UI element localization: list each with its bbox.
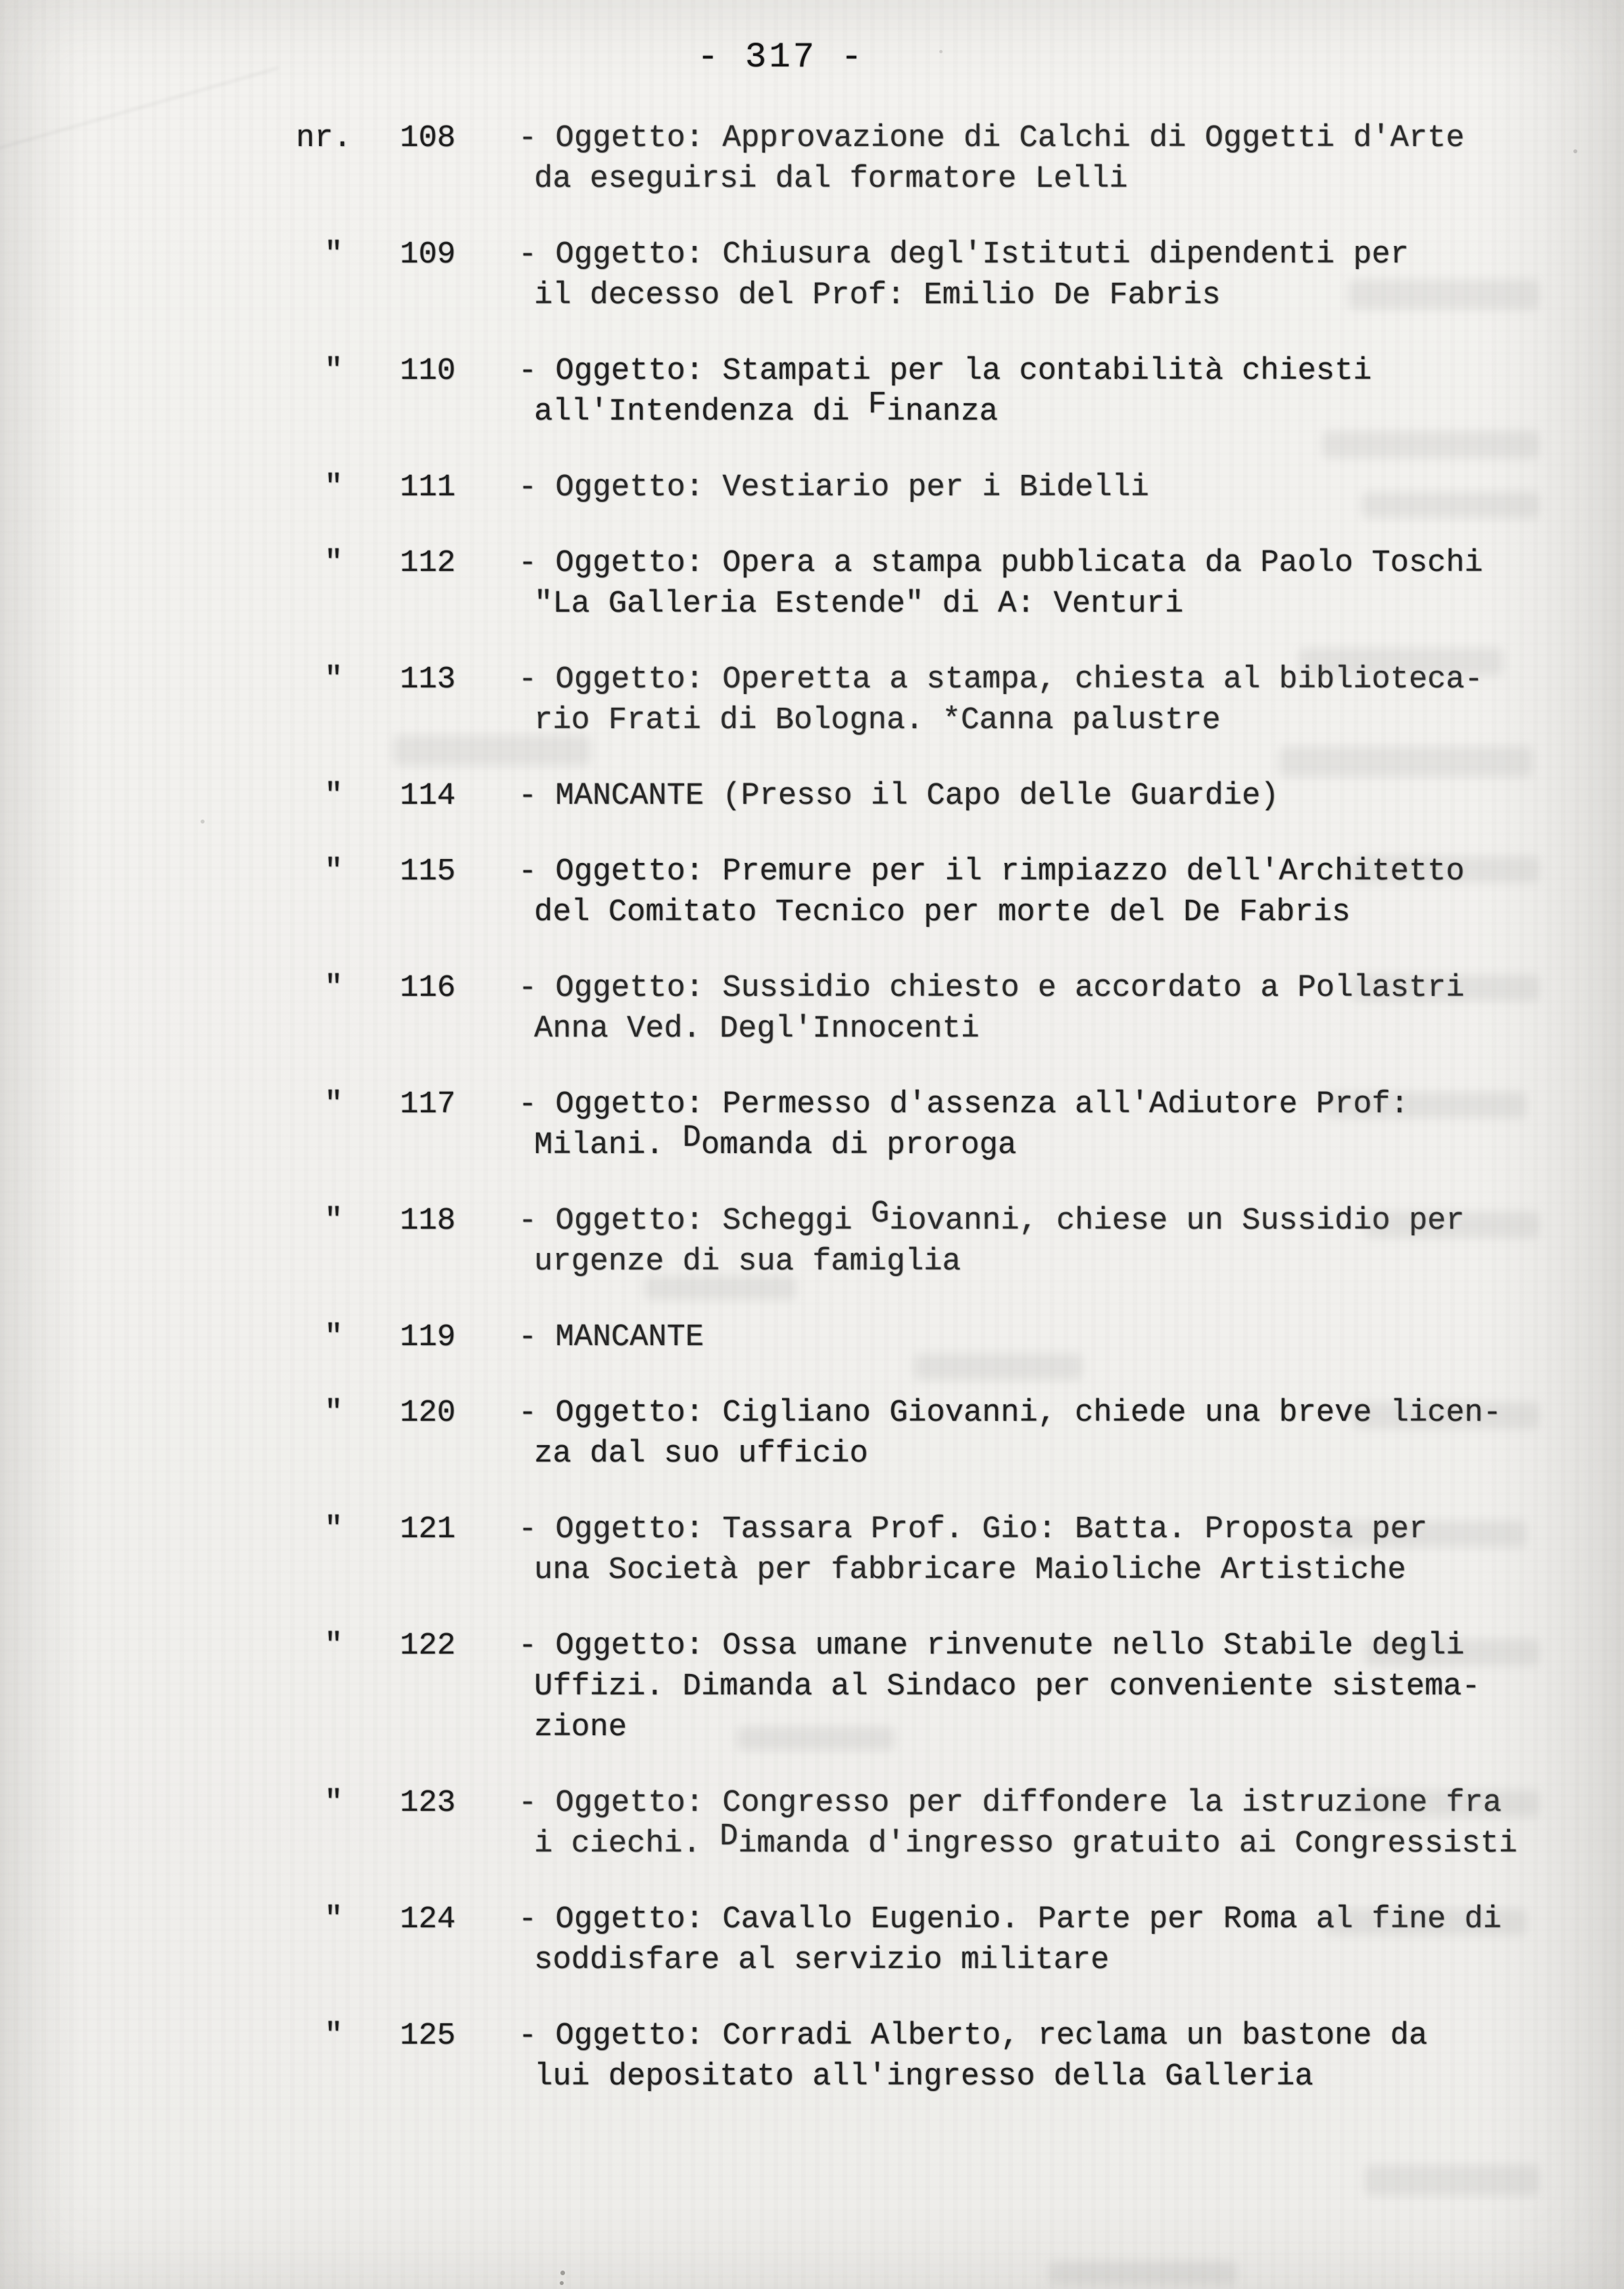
entry-line [518,1629,1464,1663]
text-segment: - Oggetto: Cavallo Eugenio. Parte per Roma al fine di [518,1902,1502,1937]
text-segment: - MANCANTE (Presso il Capo delle Guardie) [518,779,1279,814]
entry-number: 117 [400,1087,456,1122]
entry-line [534,2060,1314,2094]
scan-smudge [393,735,591,766]
entry-line [534,162,1128,197]
scan-smudge [645,1276,796,1300]
text-segment: - Oggetto: Vestiario per i Bidelli [518,470,1149,505]
entry-line [534,1670,1480,1704]
scan-smudge [1348,280,1539,310]
text-segment: - MANCANTE [518,1320,704,1355]
entry-line [534,279,1221,313]
text-segment: - Oggetto: Stampati per la contabilità chiesti [518,354,1372,389]
entry-line [518,238,1409,272]
text-segment: - Oggetto: Congresso per diffondere la istruzione fra [518,1786,1502,1821]
entry-line [518,2019,1427,2054]
scan-smudge [1049,2261,1237,2285]
text-segment: omanda di proroga [701,1128,1017,1163]
text-segment: Milani. [534,1128,683,1163]
entry-number: 115 [400,854,456,889]
ink-speck [201,820,205,824]
text-segment: - Oggetto: Ossa umane rinvenute nello Stabile degli [518,1629,1465,1663]
entry-ditto-mark: " [324,546,343,581]
entry-line [518,471,1149,505]
text-segment: lui depositato all'ingresso della Galleria [534,2059,1314,2094]
entry-number: 110 [400,354,456,389]
entry-number: 124 [400,1902,456,1937]
entry-ditto-mark: " [324,1629,343,1663]
entry-ditto-mark: " [324,779,343,814]
entry-ditto-mark: " [324,1512,343,1547]
text-segment: - Oggetto: Sussidio chiesto e accordato a Pollastri [518,971,1465,1006]
raised-typewriter-capital: D [682,1121,701,1156]
ink-speck [939,50,943,53]
text-segment: - Oggetto: Scheggi [518,1204,871,1239]
entry-line [518,1513,1427,1547]
entry-line [518,663,1483,697]
entry-number: 108 [400,121,456,156]
text-segment: - Oggetto: Cigliano Giovanni, chiede una breve licen- [518,1396,1502,1431]
entry-number: 122 [400,1629,456,1663]
entry-line [518,122,1464,156]
text-segment: da eseguirsi dal formatore Lelli [534,162,1128,197]
entry-ditto-mark: " [324,354,343,389]
entry-ditto-mark: " [324,1786,343,1821]
ink-speck [560,2271,565,2275]
entry-number: 123 [400,1786,456,1821]
scan-smudge [1362,492,1539,518]
raised-typewriter-capital: F [868,387,887,422]
text-segment: Anna Ved. Degl'Innocenti [534,1012,979,1046]
text-segment: del Comitato Tecnico per morte del De Fabris [534,895,1351,930]
text-segment: una Società per fabbricare Maioliche Artistiche [534,1553,1406,1588]
entry-line [518,1396,1502,1431]
text-segment: - Oggetto: Tassara Prof. Gio: Batta. Proposta per [518,1512,1428,1547]
entry-number: 111 [400,470,456,505]
entry-ditto-mark: " [324,1087,343,1122]
entry-ditto-mark: " [324,1396,343,1431]
scan-smudge [1279,747,1533,777]
text-segment: za dal suo ufficio [534,1437,868,1471]
text-segment: - Oggetto: Corradi Alberto, reclama un bastone da [518,2019,1428,2054]
text-segment: inanza [886,395,998,430]
text-segment: - Oggetto: Opera a stampa pubblicata da Paolo Toschi [518,546,1483,581]
entry-number: 116 [400,971,456,1006]
text-segment: - Oggetto: Operetta a stampa, chiesta al biblioteca- [518,662,1483,697]
entry-line [534,704,1221,738]
entry-line [518,779,1279,814]
raised-typewriter-capital: D [720,1819,739,1854]
entry-ditto-mark: " [324,1320,343,1355]
entry-line [534,1012,979,1046]
entry-line [534,1944,1109,1978]
entry-number: 118 [400,1204,456,1239]
text-segment: urgenze di sua famiglia [534,1244,961,1279]
scan-smudge [737,1727,895,1750]
text-segment: Uffizi. Dimanda al Sindaco per conveniente sistema- [534,1669,1481,1704]
entry-line [534,896,1350,930]
scan-smudge [1365,2165,1539,2196]
ink-speck [560,2281,564,2285]
entry-line [518,547,1483,581]
entry-ditto-mark: " [324,470,343,505]
text-segment: "La Galleria Estende" di A: Venturi [534,587,1184,622]
text-segment: imanda d'ingresso gratuito ai Congressisti [738,1827,1517,1861]
scan-smudge [914,1354,1082,1380]
entry-line [518,1088,1409,1122]
entry-ditto-mark: " [324,854,343,889]
entry-line [534,587,1183,622]
entry-line [518,1321,704,1355]
text-segment: - Oggetto: Permesso d'assenza all'Adiutore Prof: [518,1087,1409,1122]
text-segment: - Oggetto: Premure per il rimpiazzo dell'Architetto [518,854,1465,889]
entry-line [518,1786,1502,1821]
entry-number: 120 [400,1396,456,1431]
entry-line [534,1437,868,1471]
entry-line [518,1196,1465,1239]
entry-ditto-mark: " [324,237,343,272]
entry-ditto-mark: " [324,2019,343,2054]
entry-number: 125 [400,2019,456,2054]
raised-typewriter-capital: G [870,1196,890,1231]
entry-line [534,1121,1017,1163]
text-segment: soddisfare al servizio militare [534,1943,1110,1978]
entry-line [534,1554,1406,1588]
entry-line [534,387,998,430]
entry-line [534,1245,961,1279]
entry-line [518,1903,1502,1937]
text-segment: iovanni, chiese un Sussidio per [889,1204,1465,1239]
entry-ditto-mark: " [324,971,343,1006]
text-segment: - Oggetto: Chiusura degl'Istituti dipendenti per [518,237,1409,272]
entry-label: nr. [296,121,352,156]
text-segment: i ciechi. [534,1827,720,1861]
text-segment: il decesso del Prof: Emilio De Fabris [534,278,1221,313]
entry-number: 109 [400,237,456,272]
entry-line [534,1819,1517,1861]
entry-line [518,855,1464,889]
text-segment: rio Frati di Bologna. *Canna palustre [534,703,1221,738]
page-number: - 317 - [697,37,865,78]
entry-ditto-mark: " [324,1204,343,1239]
entry-number: 112 [400,546,456,581]
entry-ditto-mark: " [324,662,343,697]
entry-number: 114 [400,779,456,814]
entry-number: 121 [400,1512,456,1547]
entry-line [518,355,1371,389]
text-segment: - Oggetto: Approvazione di Calchi di Oggetti d'Arte [518,121,1465,156]
ink-speck [1573,149,1577,153]
text-segment: all'Intendenza di [534,395,868,430]
paper-crease-line [0,67,278,151]
entry-number: 119 [400,1320,456,1355]
entry-number: 113 [400,662,456,697]
entry-line [518,972,1464,1006]
scan-smudge [1322,431,1539,458]
text-segment: zione [534,1710,627,1745]
entry-line [534,1711,627,1745]
entry-ditto-mark: " [324,1902,343,1937]
